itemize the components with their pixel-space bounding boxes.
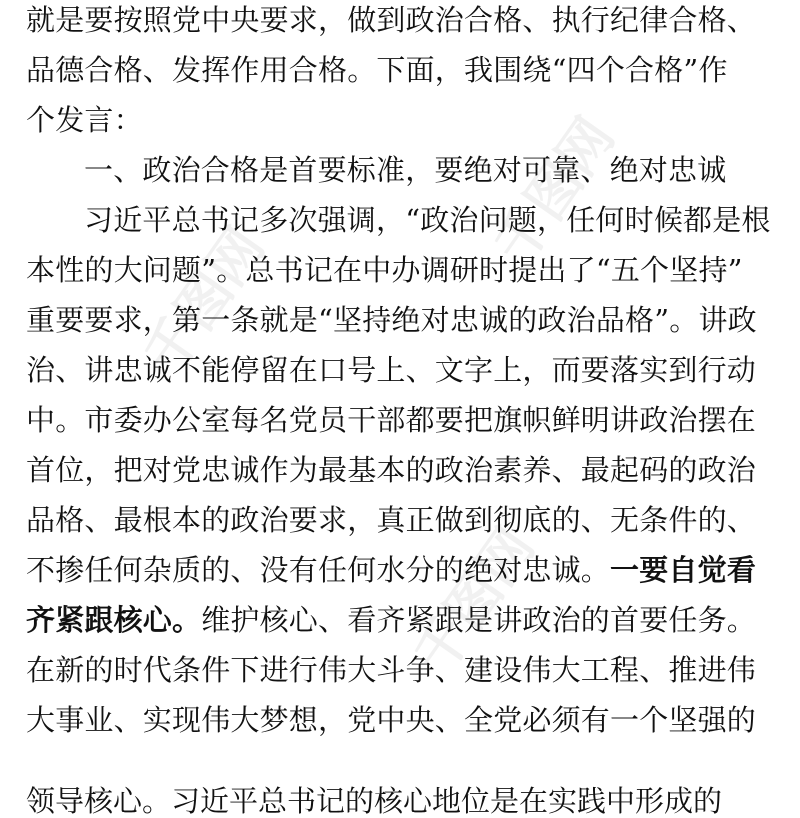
text-line-13-bold: 齐紧跟核心。 bbox=[26, 603, 202, 637]
section-heading: 一、政治合格是首要标准，要绝对可靠、绝对忠诚 bbox=[84, 153, 727, 187]
text-line-8: 治、讲忠诚不能停留在口号上、文字上，而要落实到行动 bbox=[26, 353, 757, 387]
text-line-15: 大事业、实现伟大梦想，党中央、全党必须有一个坚强的 bbox=[26, 703, 757, 737]
text-line-3: 个发言： bbox=[26, 103, 143, 137]
watermark-3: 千图网 bbox=[402, 516, 547, 686]
text-line-11: 品格、最根本的政治要求，真正做到彻底的、无条件的、 bbox=[26, 503, 757, 537]
text-line-12 bbox=[26, 554, 786, 586]
text-line-2: 品德合格、发挥作用合格。下面，我围绕“四个合格”作 bbox=[26, 53, 728, 87]
watermark-2: 千图网 bbox=[482, 106, 627, 276]
text-line-16: 领导核心。习近平总书记的核心地位是在实践中形成的 bbox=[26, 784, 723, 818]
text-line-6: 本性的大问题”。总书记在中办调研时提出了“五个坚持” bbox=[26, 253, 743, 287]
text-line-16-cut bbox=[26, 784, 786, 818]
watermark-1: 千图网 bbox=[132, 216, 277, 386]
text-line-13-normal: 维护核心、看齐紧跟是讲政治的首要任务。 bbox=[201, 603, 757, 637]
text-line-12-bold: 一要自觉看 bbox=[610, 553, 757, 587]
text-line-12-normal: 不掺任何杂质的、没有任何水分的绝对忠诚。 bbox=[26, 553, 611, 587]
text-line-5: 习近平总书记多次强调，“政治问题，任何时候都是根 bbox=[84, 203, 771, 237]
text-line-10: 首位，把对党忠诚作为最基本的政治素养、最起码的政治 bbox=[26, 453, 757, 487]
text-line-9: 中。市委办公室每名党员干部都要把旗帜鲜明讲政治摆在 bbox=[26, 403, 757, 437]
text-line-14: 在新的时代条件下进行伟大斗争、建设伟大工程、推进伟 bbox=[26, 653, 757, 687]
text-line-13 bbox=[26, 604, 786, 636]
text-line-7: 重要要求，第一条就是“坚持绝对忠诚的政治品格”。讲政 bbox=[26, 303, 757, 337]
text-line-1: 就是要按照党中央要求，做到政治合格、执行纪律合格、 bbox=[26, 3, 757, 37]
